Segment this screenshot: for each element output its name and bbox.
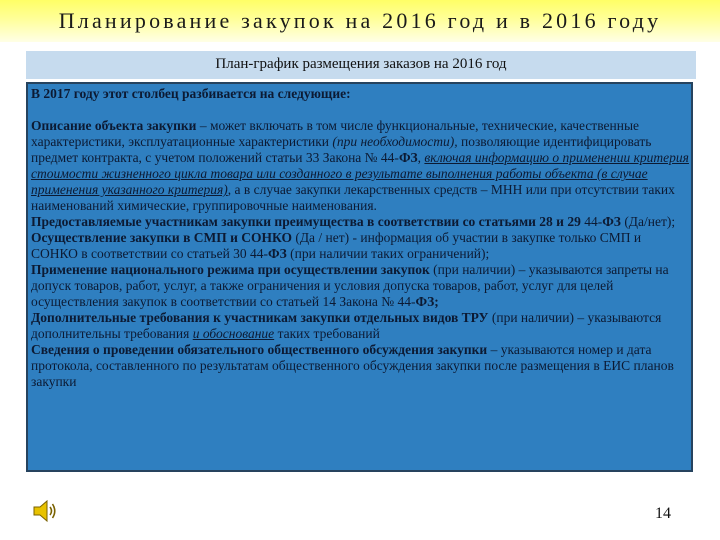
- p1-bold: Описание объекта закупки: [31, 118, 197, 133]
- paragraph-object-description: [31, 118, 691, 214]
- p6-text: – указываются номер и дата протокола, составленного по результатам общественного обсуждения закупки после размещения в ЕИС планов закупки: [31, 342, 674, 389]
- p1-italic: (при необходимости),: [332, 134, 458, 149]
- p3-bold-law: ФЗ: [268, 246, 287, 261]
- speaker-icon[interactable]: [32, 499, 58, 523]
- p5-text-2: таких требований: [274, 326, 380, 341]
- p2-text-2: (Да/нет);: [620, 214, 676, 229]
- paragraph-advantages: [31, 214, 691, 230]
- p6-bold: Сведения о проведении обязательного общественного обсуждения закупки: [31, 342, 488, 357]
- paragraph-public-discussion: [31, 342, 691, 390]
- p1-text-2: позволяющие идентифицировать предмет контракта, с учетом положений статьи 33 Закона № 44-: [31, 134, 652, 165]
- panel-intro: В 2017 году этот столбец разбивается на следующие:: [31, 86, 351, 101]
- slide-subtitle: План-график размещения заказов на 2016 год: [215, 56, 507, 72]
- p3-text-2: (при наличии таких ограничений);: [286, 246, 490, 261]
- paragraph-additional-requirements: [31, 310, 691, 342]
- p4-bold-law: ФЗ;: [415, 294, 439, 309]
- p3-bold: Осуществление закупки в СМП и СОНКО: [31, 230, 292, 245]
- p1-text-4: , а в случае закупки лекарственных средств – МНН или при отсутствии таких наименований химические, группировочные наименования.: [31, 182, 675, 213]
- p2-text: 44-: [580, 214, 603, 229]
- panel-text: [31, 86, 691, 390]
- p4-bold: Применение национального режима при осуществлении закупок: [31, 262, 430, 277]
- p3-text: (Да / нет) - информация об участии в закупке только СМП и СОНКО в соответствии со статьей 30 44-: [31, 230, 642, 261]
- p5-bold: Дополнительные требования к участникам закупки отдельных видов ТРУ: [31, 310, 489, 325]
- p1-text-3: ,: [417, 150, 425, 165]
- paragraph-smp-sonko: [31, 230, 691, 262]
- page-number: 14: [655, 505, 671, 522]
- spacer: [31, 102, 691, 118]
- paragraph-national-regime: [31, 262, 691, 310]
- slide-title: Планирование закупок на 2016 год и в 2016 году: [58, 8, 662, 33]
- p1-bold-law: ФЗ: [398, 150, 418, 165]
- p2-bold-law: ФЗ: [602, 214, 621, 229]
- subtitle-band: [26, 51, 696, 79]
- p5-text: (при наличии) – указываются дополнительны требования: [31, 310, 662, 341]
- p2-bold: Предоставляемые участникам закупки преимущества в соответствии со статьями 28 и 29: [31, 214, 581, 229]
- p1-italic-underlined: включая информацию о применении критерия стоимости жизненного цикла товара или созданного в результате выполнения работы объекта (в случае применения указанного критерия): [31, 150, 689, 197]
- p1-text-1: – может включать в том числе функциональные, технические, качественные характеристики, эксплуатационные характеристики: [31, 118, 640, 149]
- p4-text: (при наличии) – указываются запреты на допуск товаров, работ, услуг, а также ограничения и условия допуска товаров, работ, услуг для целей осуществления закупок в соответствии со статьей 14 Закона № 44-: [31, 262, 669, 309]
- p5-italic-underlined: и обоснование: [192, 326, 275, 341]
